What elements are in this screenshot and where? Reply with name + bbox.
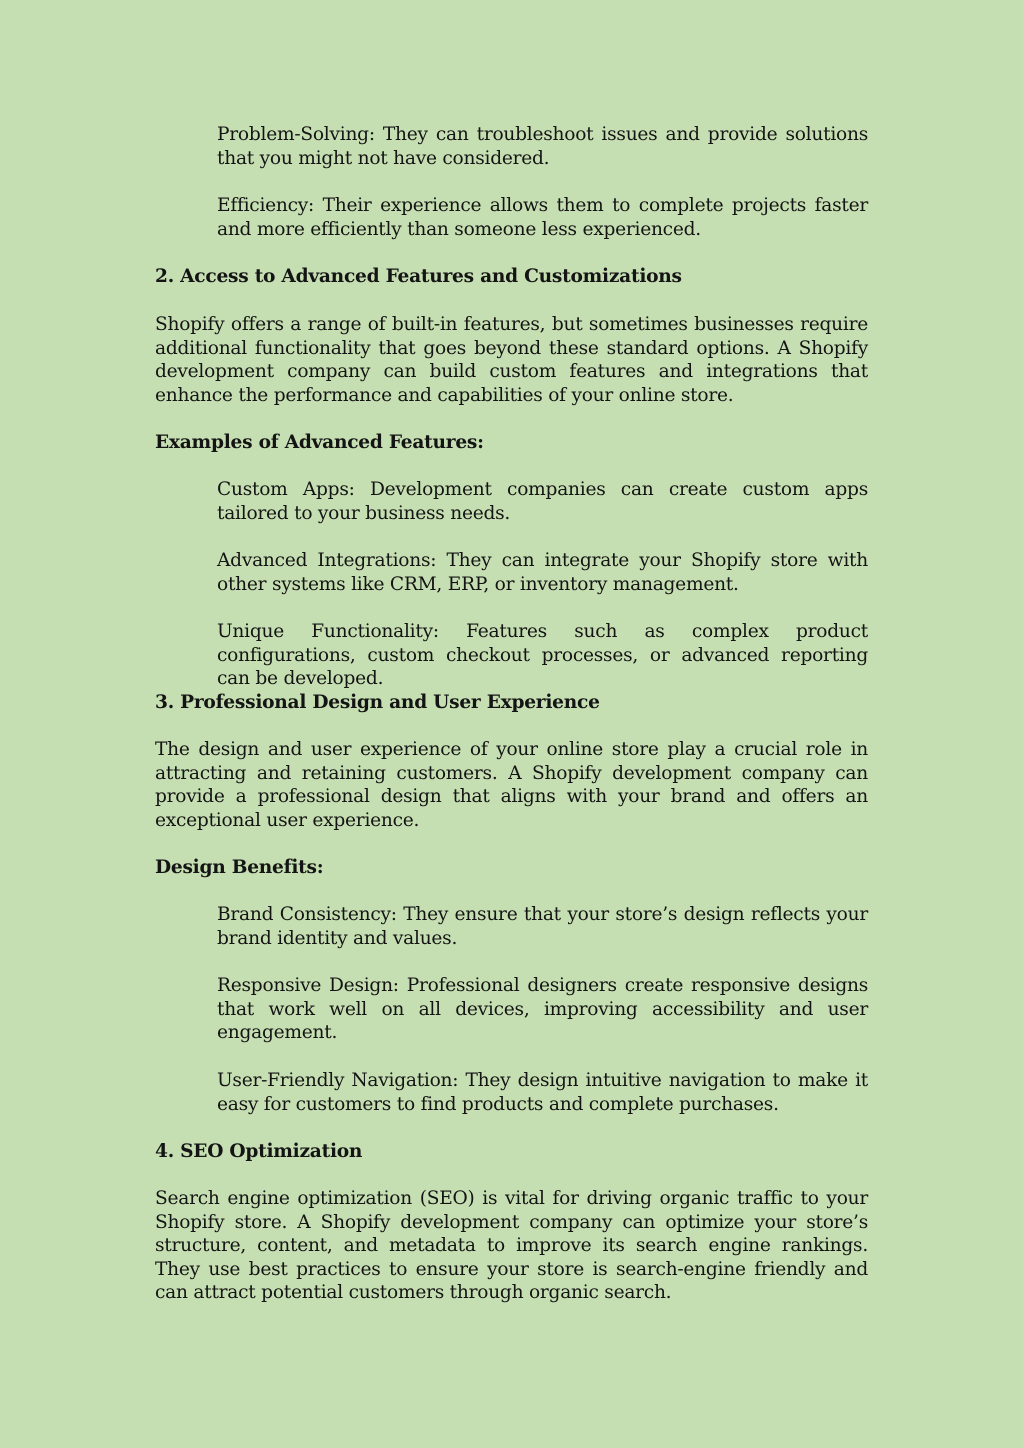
list-item-custom-apps: Custom Apps: Development companies can create custom apps tailored to your business needs. <box>217 479 868 524</box>
list-item-advanced-integrations: Advanced Integrations: They can integrate your Shopify store with other systems like CRM, ERP, or inventory management. <box>217 550 868 595</box>
subheading-design-benefits: Design Benefits: <box>155 857 324 878</box>
section-heading-design: 3. Professional Design and User Experience <box>155 692 600 713</box>
list-item-efficiency: Efficiency: Their experience allows them to complete projects faster and more efficiently than someone less experienced. <box>217 195 868 240</box>
section-heading-advanced-features: 2. Access to Advanced Features and Customizations <box>155 266 682 287</box>
paragraph-seo: Search engine optimization (SEO) is vital for driving organic traffic to your Shopify store. A Shopify development company can optimize your store’s structure, content, and metadata to improve its search engine rankings. They use best practices to ensure your store is search-engine friendly and can attract potential customers through organic search. <box>155 1188 868 1303</box>
paragraph-advanced-features: Shopify offers a range of built-in features, but sometimes businesses require additional functionality that goes beyond these standard options. A Shopify development company can build custom features and integrations that enhance the performance and capabilities of your online store. <box>155 314 868 406</box>
list-item-problem-solving: Problem-Solving: They can troubleshoot issues and provide solutions that you might not have considered. <box>217 124 868 169</box>
list-item-responsive-design: Responsive Design: Professional designers create responsive designs that work well on all devices, improving accessibility and user engagement. <box>217 975 868 1043</box>
list-item-unique-functionality: Unique Functionality: Features such as complex product configurations, custom checkout processes, or advanced reporting can be developed. <box>217 621 868 689</box>
paragraph-design: The design and user experience of your online store play a crucial role in attracting and retaining customers. A Shopify development company can provide a professional design that aligns with your brand and offers an exceptional user experience. <box>155 739 868 831</box>
subheading-examples: Examples of Advanced Features: <box>155 432 484 453</box>
list-item-brand-consistency: Brand Consistency: They ensure that your store’s design reflects your brand identity and values. <box>217 904 868 949</box>
list-item-user-friendly-navigation: User-Friendly Navigation: They design intuitive navigation to make it easy for customers to find products and complete purchases. <box>217 1070 868 1115</box>
section-heading-seo: 4. SEO Optimization <box>155 1141 363 1162</box>
